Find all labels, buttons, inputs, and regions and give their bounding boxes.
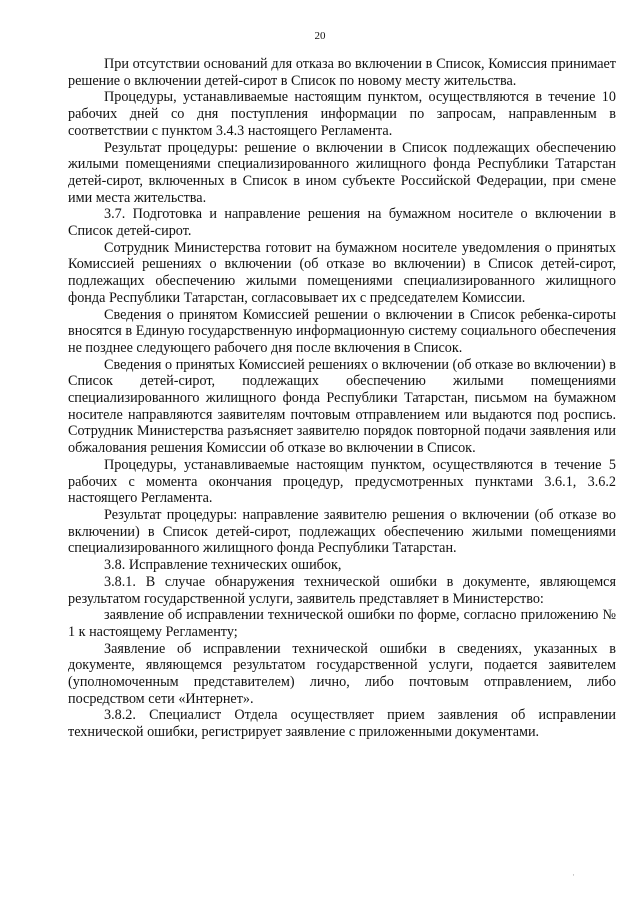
section-heading: 3.8. Исправление технических ошибок,: [104, 557, 342, 574]
document-body: [68, 56, 616, 741]
paragraph: Процедуры, устанавливаемые настоящим пунктом, осуществляются в течение 10 рабочих дней со дня поступления информации по запросам, направленным в соответствии с пунктом 3.4.3 настоящего Регламента.: [68, 89, 616, 139]
paragraph: 3.8.1. В случае обнаружения технической ошибки в документе, являющемся результатом государственной услуги, заявитель представляет в Министерство:: [68, 573, 616, 607]
paragraph: Сведения о принятом Комиссией решении о включении в Список ребенка-сироты вносятся в Единую государственную информационную систему социального обеспечения не позднее следующего рабочего дня после включения в Список.: [68, 306, 616, 356]
paragraph: Заявление об исправлении технической ошибки в сведениях, указанных в документе, являющемся результатом государственной услуги, подается заявителем (уполномоченным представителем) лично, либо почтовым отправлением, либо посредством сети «Интернет».: [68, 640, 616, 707]
paragraph: При отсутствии оснований для отказа во включении в Список, Комиссия принимает решение о включении детей-сирот в Список по новому месту жительства.: [68, 56, 616, 89]
page-number: 20: [314, 30, 326, 42]
paragraph: заявление об исправлении технической ошибки по форме, согласно приложению № 1 к настоящему Регламенту;: [68, 607, 616, 640]
paragraph: Сведения о принятых Комиссией решениях о включении (об отказе во включении) в Список детей-сирот, подлежащих обеспечению жилыми помещениями специализированного жилищного фонда Республики Татарстан, письмом на бумажном носителе направляются заявителям почтовым отправлением или выдаются под роспись. Сотрудник Министерства разъясняет заявителю порядок повторной подачи заявления или обжалования решения Комиссии об отказе во включении в Список.: [68, 356, 616, 457]
paragraph: Процедуры, устанавливаемые настоящим пунктом, осуществляются в течение 5 рабочих с момента окончания процедур, предусмотренных пунктами 3.6.1, 3.6.2 настоящего Регламента.: [68, 456, 616, 507]
section-heading: 3.7. Подготовка и направление решения на бумажном носителе о включении в Список детей-сирот.: [68, 206, 616, 240]
scan-mark-icon: ·: [572, 870, 575, 880]
paragraph: Результат процедуры: направление заявителю решения о включении (об отказе во включении) в Список детей-сирот, подлежащих обеспечению жилыми помещениями специализированного жилищного фонда Республики Татарстан.: [68, 506, 616, 557]
paragraph: 3.8.2. Специалист Отдела осуществляет прием заявления об исправлении технической ошибки, регистрирует заявление с приложенными документами.: [68, 707, 616, 741]
paragraph: Результат процедуры: решение о включении в Список подлежащих обеспечению жилыми помещениями специализированного жилищного фонда Республики Татарстан детей-сирот, включенных в Список в ином субъекте Российской Федерации, при смене ими места жительства.: [68, 139, 616, 206]
paragraph: Сотрудник Министерства готовит на бумажном носителе уведомления о принятых Комиссией решениях о включении (об отказе во включении) в Список детей-сирот, подлежащих обеспечению жилыми помещениями специализированного жилищного фонда Республики Татарстан, согласовывает их с председателем Комиссии.: [68, 239, 616, 306]
